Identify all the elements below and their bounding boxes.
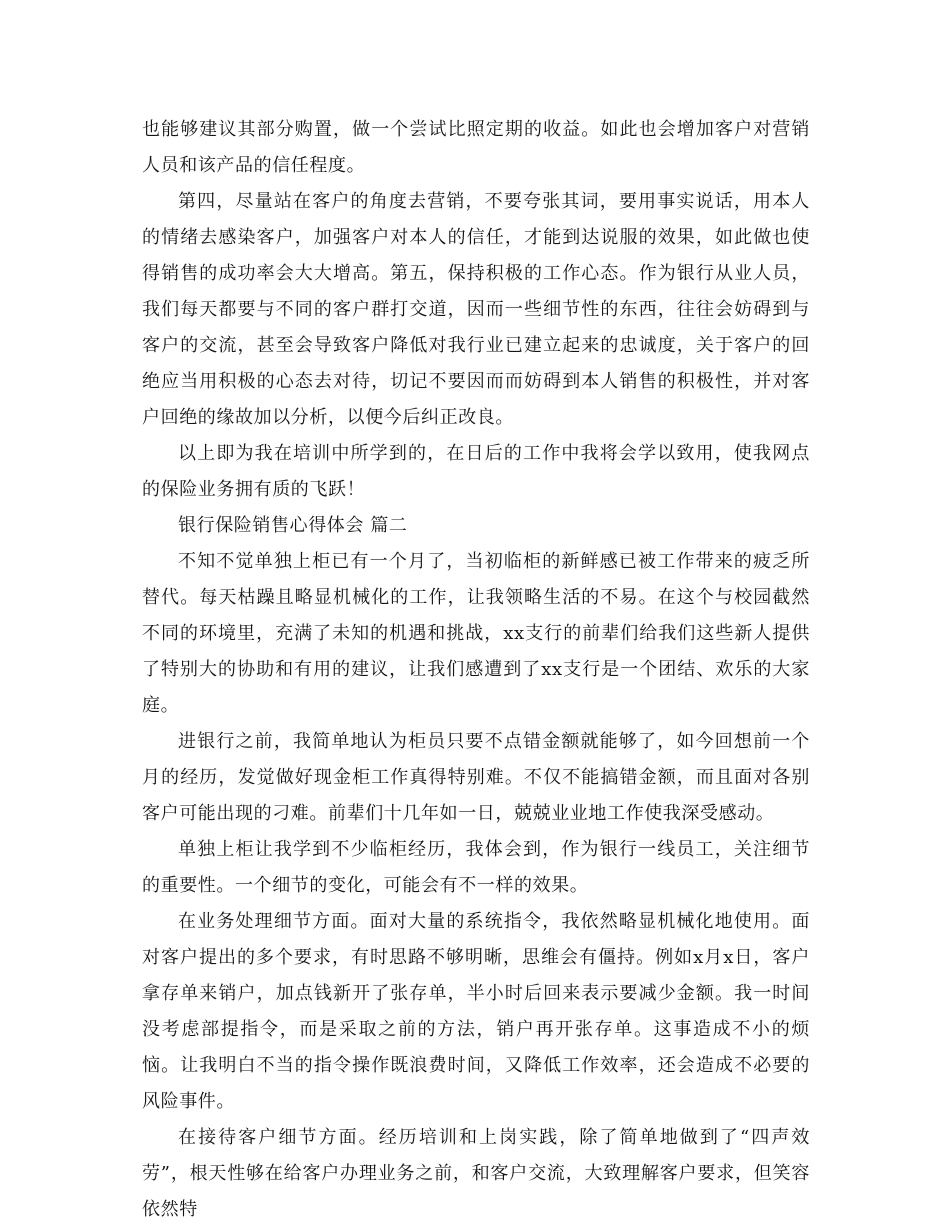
paragraph-before-bank: 进银行之前，我简单地认为柜员只要不点错金额就能够了，如今回想前一个月的经历，发觉做好现金柜工作真得特别难。不仅不能搞错金额，而且面对各别客户可能出现的刁难。前辈们十几年如一日，兢兢业业地工作使我深受感动。	[142, 731, 810, 824]
paragraph-conclusion: 以上即为我在培训中所学到的，在日后的工作中我将会学以致用，使我网点的保险业务拥有质的飞跃！	[142, 443, 810, 500]
section-heading-part-two: 银行保险销售心得体会 篇二	[178, 515, 408, 536]
paragraph-fourth-fifth-points: 第四，尽量站在客户的角度去营销，不要夸张其词，要用事实说话，用本人的情绪去感染客户，加强客户对本人的信任，才能到达说服的效果，如此做也使得销售的成功率会大大增高。第五，保持积极的工作心态。作为银行从业人员，我们每天都要与不同的客户群打交道，因而一些细节性的东西，往往会妨碍到与客户的交流，甚至会导致客户降低对我行业已建立起来的忠诚度，关于客户的回绝应当用积极的心态去对待，切记不要因而而妨碍到本人销售的积极性，并对客户回绝的缘故加以分析，以便今后纠正改良。	[142, 191, 810, 428]
paragraph-counter-experience: 单独上柜让我学到不少临柜经历，我体会到，作为银行一线员工，关注细节的重要性。一个细节的变化，可能会有不一样的效果。	[142, 839, 810, 896]
document-body	[142, 112, 810, 1228]
paragraph-continuation: 也能够建议其部分购置，做一个尝试比照定期的收益。如此也会增加客户对营销人员和该产品的信任程度。	[142, 119, 810, 176]
paragraph-business-details: 在业务处理细节方面。面对大量的系统指令，我依然略显机械化地使用。面对客户提出的多个要求，有时思路不够明晰，思维会有僵持。例如x月x日，客户拿存单来销户，加点钱新开了张存单，半小时后回来表示要减少金额。我一时间没考虑部提指令，而是采取之前的方法，销户再开张存单。这事造成不小的烦恼。让我明白不当的指令操作既浪费时间，又降低工作效率，还会造成不必要的风险事件。	[142, 911, 810, 1112]
paragraph-first-month: 不知不觉单独上柜已有一个月了，当初临柜的新鲜感已被工作带来的疲乏所替代。每天枯躁且略显机械化的工作，让我领略生活的不易。在这个与校园截然不同的环境里，充满了未知的机遇和挑战，xx支行的前辈们给我们这些新人提供了特别大的协助和有用的建议，让我们感遭到了xx支行是一个团结、欢乐的大家庭。	[142, 551, 810, 716]
paragraph-customer-reception: 在接待客户细节方面。经历培训和上岗实践，除了简单地做到了“四声效劳”，根天性够在给客户办理业务之前，和客户交流，大致理解客户要求，但笑容依然特	[142, 1127, 810, 1220]
